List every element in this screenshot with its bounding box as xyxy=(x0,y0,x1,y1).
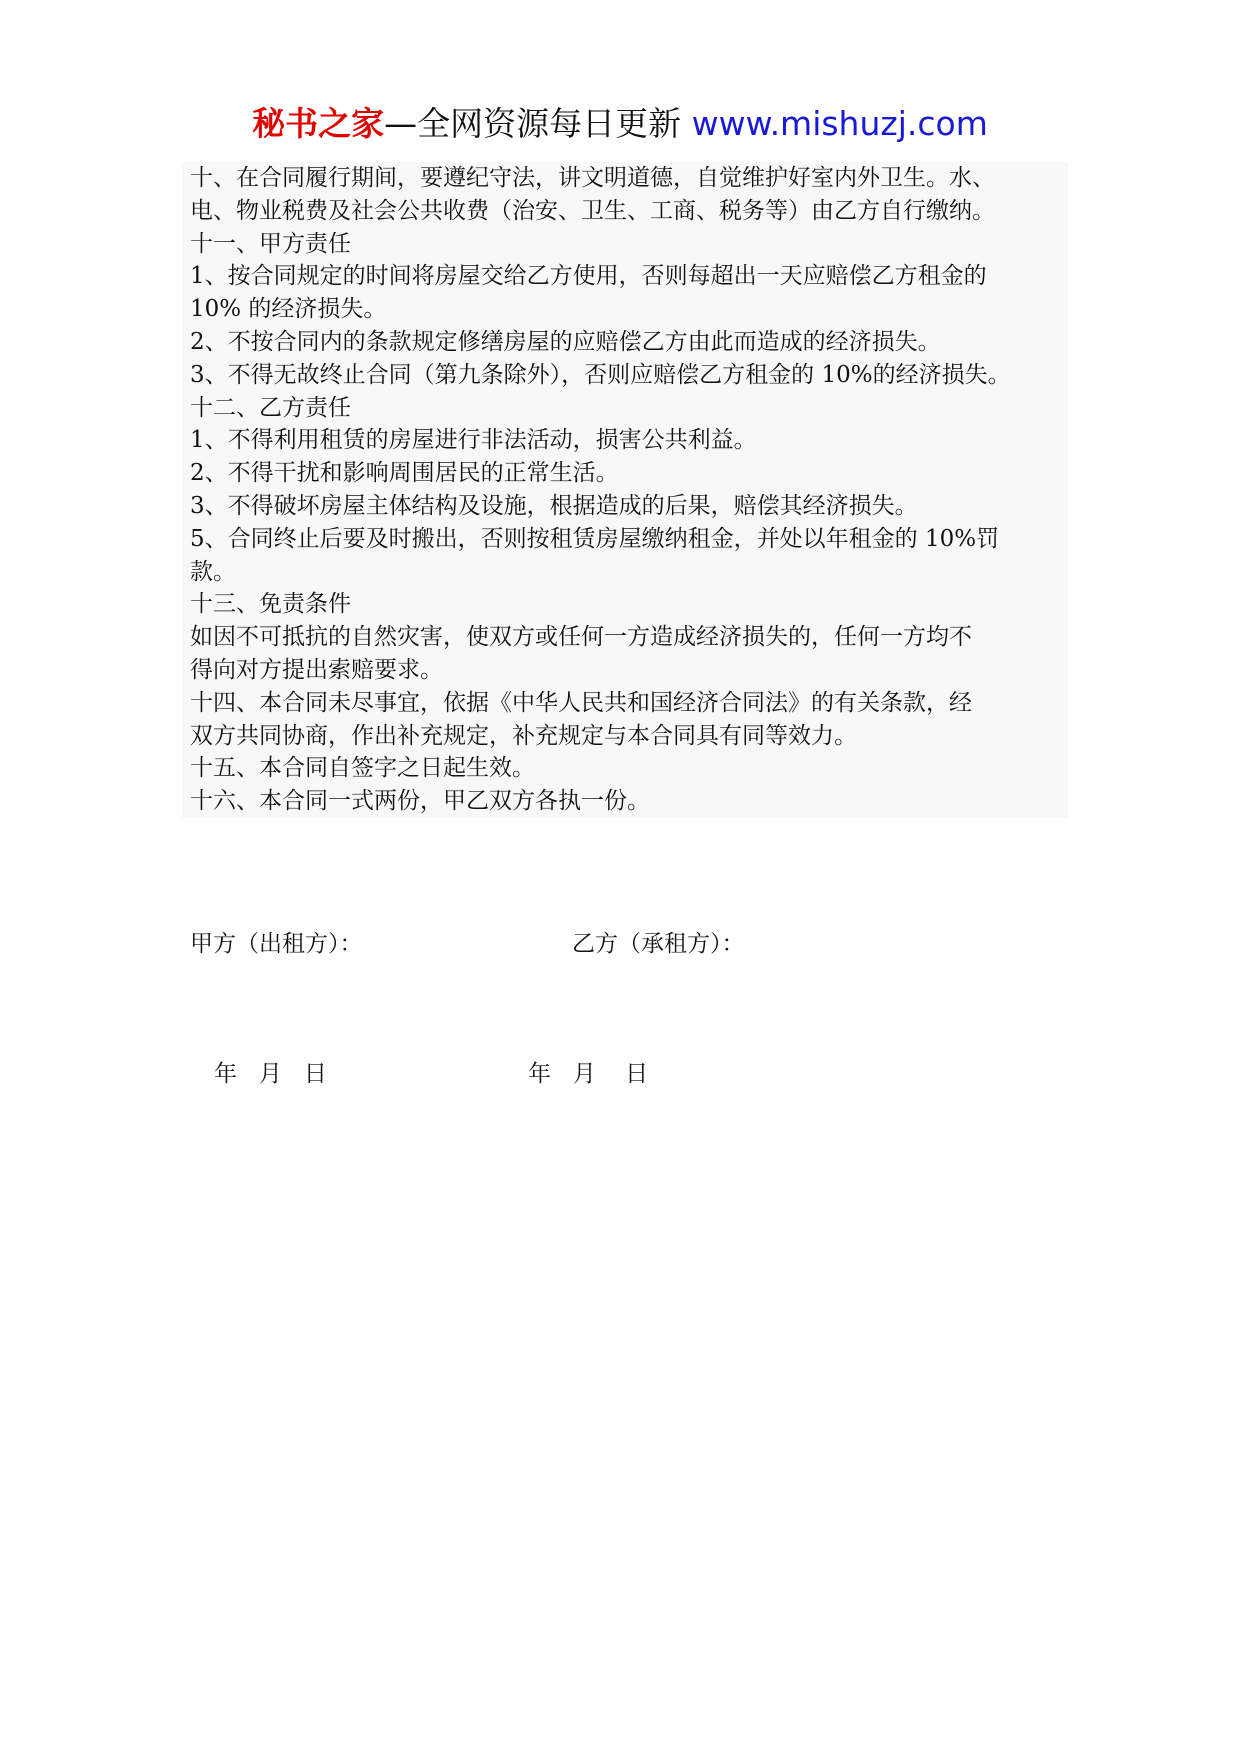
contract-line: 如因不可抵抗的自然灾害，使双方或任何一方造成经济损失的，任何一方均不 xyxy=(190,624,972,651)
contract-line: 十四、本合同未尽事宜，依据《中华人民共和国经济合同法》的有关条款，经 xyxy=(190,689,972,716)
contract-line: 5、合同终止后要及时搬出，否则按租赁房屋缴纳租金，并处以年租金的 10%罚 xyxy=(190,525,1000,552)
header-slogan: —全网资源每日更新 xyxy=(384,104,692,143)
section-heading: 十一、甲方责任 xyxy=(190,230,351,257)
contract-line: 十六、本合同一式两份，甲乙双方各执一份。 xyxy=(190,788,650,815)
contract-line: 3、不得无故终止合同（第九条除外），否则应赔偿乙方租金的 10%的经济损失。 xyxy=(190,361,1011,388)
party-a-date: 年 月 日 xyxy=(214,1061,327,1087)
contract-line: 十五、本合同自签字之日起生效。 xyxy=(190,755,535,782)
contract-line: 3、不得破坏房屋主体结构及设施，根据造成的后果，赔偿其经济损失。 xyxy=(190,492,918,519)
party-a-label: 甲方（出租方）： xyxy=(190,931,363,957)
party-b-date: 年 月 日 xyxy=(528,1061,649,1087)
brand-name: 秘书之家 xyxy=(252,104,385,143)
contract-line: 2、不得干扰和影响周围居民的正常生活。 xyxy=(190,460,619,487)
contract-line: 1、不得利用租赁的房屋进行非法活动，损害公共利益。 xyxy=(190,427,757,454)
party-b-label: 乙方（承租方）： xyxy=(572,931,745,957)
contract-line: 双方共同协商，作出补充规定，补充规定与本合同具有同等效力。 xyxy=(190,722,857,749)
website-link[interactable]: www.mishuzj.com xyxy=(691,104,988,143)
section-heading: 十三、免责条件 xyxy=(190,591,351,618)
contract-text xyxy=(190,162,1090,818)
page-header xyxy=(0,98,1240,150)
contract-line: 1、按合同规定的时间将房屋交给乙方使用，否则每超出一天应赔偿乙方租金的 xyxy=(190,263,987,290)
contract-line: 得向对方提出索赔要求。 xyxy=(190,656,443,683)
section-heading: 十二、乙方责任 xyxy=(190,394,351,421)
contract-line: 十、在合同履行期间，要遵纪守法，讲文明道德，自觉维护好室内外卫生。水、 xyxy=(190,165,995,191)
contract-line: 10% 的经济损失。 xyxy=(190,296,387,323)
contract-line: 2、不按合同内的条款规定修缮房屋的应赔偿乙方由此而造成的经济损失。 xyxy=(190,328,941,355)
contract-line: 款。 xyxy=(190,558,236,585)
contract-line: 电、物业税费及社会公共收费（治安、卫生、工商、税务等）由乙方自行缴纳。 xyxy=(190,197,995,224)
